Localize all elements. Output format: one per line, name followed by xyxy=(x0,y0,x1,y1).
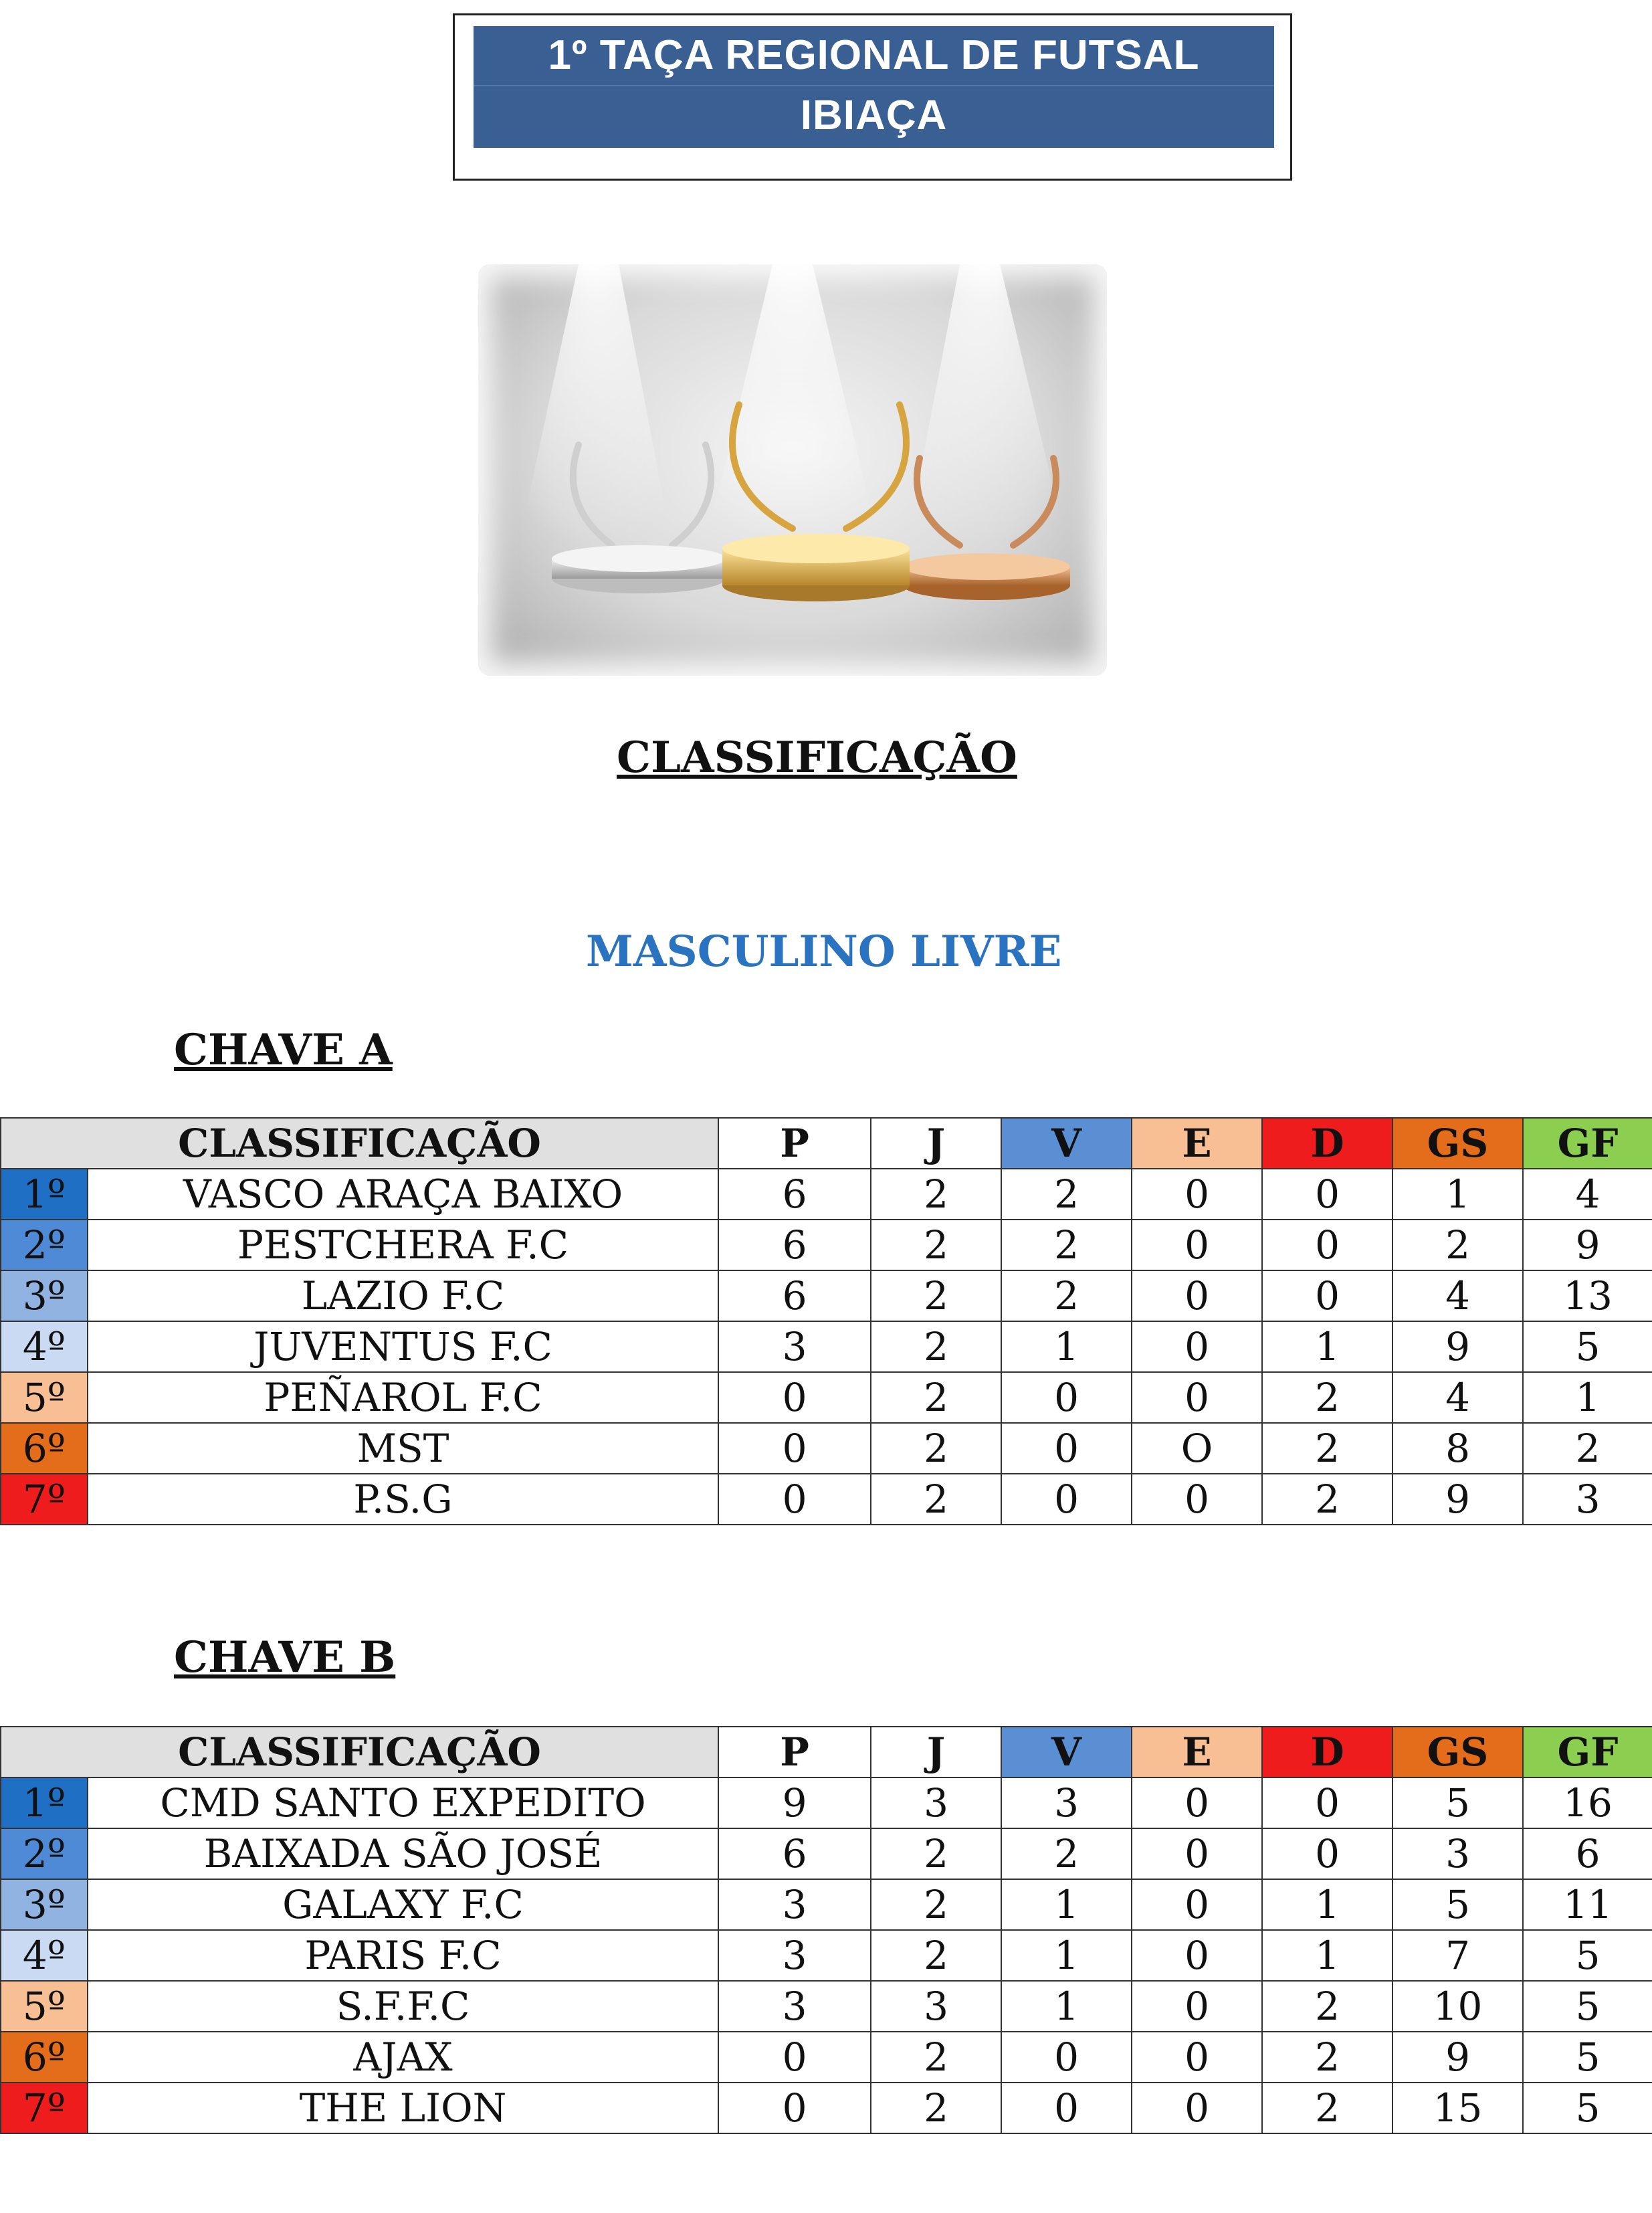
j-cell: 3 xyxy=(871,1981,1001,2032)
gf-cell: 9 xyxy=(1523,1220,1652,1270)
chave-b-heading: CHAVE B xyxy=(174,1632,396,1682)
gs-cell: 2 xyxy=(1392,1220,1523,1270)
gf-cell: 11 xyxy=(1523,1879,1652,1930)
table-header-row xyxy=(1,1118,1652,1169)
header-p: P xyxy=(718,1727,871,1777)
p-cell: 3 xyxy=(718,1930,871,1981)
table-row xyxy=(1,1220,1652,1270)
p-cell: 3 xyxy=(718,1879,871,1930)
position-cell: 2º xyxy=(1,1220,88,1270)
e-cell: 0 xyxy=(1132,1220,1262,1270)
e-cell: 0 xyxy=(1132,2083,1262,2133)
gs-cell: 4 xyxy=(1392,1372,1523,1423)
v-cell: 1 xyxy=(1001,1930,1132,1981)
v-cell: 1 xyxy=(1001,1321,1132,1372)
j-cell: 2 xyxy=(871,1169,1001,1220)
p-cell: 0 xyxy=(718,2032,871,2083)
table-row xyxy=(1,2032,1652,2083)
table-row xyxy=(1,1474,1652,1525)
gs-cell: 4 xyxy=(1392,1270,1523,1321)
p-cell: 6 xyxy=(718,1169,871,1220)
e-cell: 0 xyxy=(1132,2032,1262,2083)
position-cell: 1º xyxy=(1,1777,88,1828)
header-v: V xyxy=(1001,1727,1132,1777)
team-name-cell: S.F.F.C xyxy=(88,1981,718,2032)
table-row xyxy=(1,1879,1652,1930)
position-cell: 1º xyxy=(1,1169,88,1220)
gf-cell: 13 xyxy=(1523,1270,1652,1321)
v-cell: 0 xyxy=(1001,1423,1132,1474)
chave-a-standings-table xyxy=(0,1117,1652,1525)
header-j: J xyxy=(871,1727,1001,1777)
header-banner xyxy=(474,26,1274,148)
gs-cell: 9 xyxy=(1392,1474,1523,1525)
header-p: P xyxy=(718,1118,871,1169)
d-cell: 2 xyxy=(1262,1981,1392,2032)
gf-cell: 3 xyxy=(1523,1474,1652,1525)
banner-title-line2: IBIAÇA xyxy=(800,92,948,138)
position-cell: 3º xyxy=(1,1270,88,1321)
d-cell: 0 xyxy=(1262,1169,1392,1220)
j-cell: 2 xyxy=(871,2032,1001,2083)
j-cell: 2 xyxy=(871,1930,1001,1981)
gf-cell: 16 xyxy=(1523,1777,1652,1828)
e-cell: 0 xyxy=(1132,1270,1262,1321)
j-cell: 2 xyxy=(871,1474,1001,1525)
header-v: V xyxy=(1001,1118,1132,1169)
gs-cell: 5 xyxy=(1392,1777,1523,1828)
table-row xyxy=(1,1930,1652,1981)
team-name-cell: P.S.G xyxy=(88,1474,718,1525)
category-heading: MASCULINO LIVRE xyxy=(586,927,1062,977)
p-cell: 6 xyxy=(718,1270,871,1321)
header-gs: GS xyxy=(1392,1118,1523,1169)
e-cell: 0 xyxy=(1132,1879,1262,1930)
header-classificacao: CLASSIFICAÇÃO xyxy=(1,1118,718,1169)
gs-cell: 9 xyxy=(1392,2032,1523,2083)
d-cell: 1 xyxy=(1262,1930,1392,1981)
team-name-cell: PEÑAROL F.C xyxy=(88,1372,718,1423)
gf-cell: 5 xyxy=(1523,1321,1652,1372)
gf-cell: 1 xyxy=(1523,1372,1652,1423)
banner-title-line1: 1º TAÇA REGIONAL DE FUTSAL xyxy=(474,26,1274,86)
e-cell: 0 xyxy=(1132,1321,1262,1372)
table-row xyxy=(1,1169,1652,1220)
table-row xyxy=(1,1828,1652,1879)
position-cell: 7º xyxy=(1,2083,88,2133)
gf-cell: 5 xyxy=(1523,2083,1652,2133)
team-name-cell: AJAX xyxy=(88,2032,718,2083)
d-cell: 0 xyxy=(1262,1220,1392,1270)
j-cell: 2 xyxy=(871,1423,1001,1474)
d-cell: 2 xyxy=(1262,1474,1392,1525)
gf-cell: 6 xyxy=(1523,1828,1652,1879)
gf-cell: 2 xyxy=(1523,1423,1652,1474)
v-cell: 2 xyxy=(1001,1270,1132,1321)
d-cell: 2 xyxy=(1262,2083,1392,2133)
j-cell: 2 xyxy=(871,1270,1001,1321)
p-cell: 6 xyxy=(718,1828,871,1879)
gs-cell: 8 xyxy=(1392,1423,1523,1474)
header-e: E xyxy=(1132,1727,1262,1777)
d-cell: 0 xyxy=(1262,1828,1392,1879)
e-cell: 0 xyxy=(1132,1981,1262,2032)
team-name-cell: LAZIO F.C xyxy=(88,1270,718,1321)
team-name-cell: THE LION xyxy=(88,2083,718,2133)
v-cell: 2 xyxy=(1001,1220,1132,1270)
position-cell: 4º xyxy=(1,1321,88,1372)
chave-a-heading: CHAVE A xyxy=(174,1025,393,1075)
header-banner-frame xyxy=(453,13,1292,181)
table-row xyxy=(1,1777,1652,1828)
position-cell: 5º xyxy=(1,1372,88,1423)
v-cell: 0 xyxy=(1001,1474,1132,1525)
table-row xyxy=(1,1981,1652,2032)
gs-cell: 7 xyxy=(1392,1930,1523,1981)
table-row xyxy=(1,2083,1652,2133)
d-cell: 2 xyxy=(1262,1372,1392,1423)
v-cell: 3 xyxy=(1001,1777,1132,1828)
e-cell: 0 xyxy=(1132,1777,1262,1828)
j-cell: 2 xyxy=(871,2083,1001,2133)
header-d: D xyxy=(1262,1118,1392,1169)
p-cell: 3 xyxy=(718,1981,871,2032)
table-row xyxy=(1,1423,1652,1474)
team-name-cell: MST xyxy=(88,1423,718,1474)
header-gs: GS xyxy=(1392,1727,1523,1777)
v-cell: 2 xyxy=(1001,1828,1132,1879)
e-cell: 0 xyxy=(1132,1828,1262,1879)
d-cell: 0 xyxy=(1262,1777,1392,1828)
j-cell: 2 xyxy=(871,1321,1001,1372)
position-cell: 6º xyxy=(1,1423,88,1474)
position-cell: 6º xyxy=(1,2032,88,2083)
position-cell: 5º xyxy=(1,1981,88,2032)
header-j: J xyxy=(871,1118,1001,1169)
position-cell: 7º xyxy=(1,1474,88,1525)
j-cell: 2 xyxy=(871,1372,1001,1423)
j-cell: 3 xyxy=(871,1777,1001,1828)
header-d: D xyxy=(1262,1727,1392,1777)
gs-cell: 1 xyxy=(1392,1169,1523,1220)
p-cell: 6 xyxy=(718,1220,871,1270)
chave-b-standings-table xyxy=(0,1726,1652,2134)
gf-cell: 5 xyxy=(1523,1930,1652,1981)
header-gf: GF xyxy=(1523,1118,1652,1169)
e-cell: 0 xyxy=(1132,1372,1262,1423)
header-classificacao: CLASSIFICAÇÃO xyxy=(1,1727,718,1777)
position-cell: 4º xyxy=(1,1930,88,1981)
p-cell: 0 xyxy=(718,1474,871,1525)
classificacao-heading: CLASSIFICAÇÃO xyxy=(617,733,1017,783)
v-cell: 0 xyxy=(1001,1372,1132,1423)
e-cell: 0 xyxy=(1132,1930,1262,1981)
table-row xyxy=(1,1372,1652,1423)
e-cell: 0 xyxy=(1132,1474,1262,1525)
table-row xyxy=(1,1270,1652,1321)
e-cell: 0 xyxy=(1132,1169,1262,1220)
team-name-cell: JUVENTUS F.C xyxy=(88,1321,718,1372)
header-gf: GF xyxy=(1523,1727,1652,1777)
position-cell: 3º xyxy=(1,1879,88,1930)
team-name-cell: CMD SANTO EXPEDITO xyxy=(88,1777,718,1828)
j-cell: 2 xyxy=(871,1828,1001,1879)
d-cell: 0 xyxy=(1262,1270,1392,1321)
p-cell: 0 xyxy=(718,2083,871,2133)
v-cell: 0 xyxy=(1001,2032,1132,2083)
p-cell: 0 xyxy=(718,1423,871,1474)
team-name-cell: PESTCHERA F.C xyxy=(88,1220,718,1270)
header-e: E xyxy=(1132,1118,1262,1169)
position-cell: 2º xyxy=(1,1828,88,1879)
v-cell: 1 xyxy=(1001,1879,1132,1930)
gs-cell: 15 xyxy=(1392,2083,1523,2133)
d-cell: 2 xyxy=(1262,1423,1392,1474)
v-cell: 1 xyxy=(1001,1981,1132,2032)
gs-cell: 9 xyxy=(1392,1321,1523,1372)
gf-cell: 5 xyxy=(1523,1981,1652,2032)
p-cell: 9 xyxy=(718,1777,871,1828)
table-header-row xyxy=(1,1727,1652,1777)
j-cell: 2 xyxy=(871,1220,1001,1270)
p-cell: 0 xyxy=(718,1372,871,1423)
gf-cell: 5 xyxy=(1523,2032,1652,2083)
d-cell: 1 xyxy=(1262,1321,1392,1372)
v-cell: 0 xyxy=(1001,2083,1132,2133)
p-cell: 3 xyxy=(718,1321,871,1372)
team-name-cell: VASCO ARAÇA BAIXO xyxy=(88,1169,718,1220)
d-cell: 2 xyxy=(1262,2032,1392,2083)
podium-laurel-illustration xyxy=(478,264,1107,676)
j-cell: 2 xyxy=(871,1879,1001,1930)
gs-cell: 10 xyxy=(1392,1981,1523,2032)
gs-cell: 5 xyxy=(1392,1879,1523,1930)
gf-cell: 4 xyxy=(1523,1169,1652,1220)
team-name-cell: GALAXY F.C xyxy=(88,1879,718,1930)
e-cell: O xyxy=(1132,1423,1262,1474)
v-cell: 2 xyxy=(1001,1169,1132,1220)
gs-cell: 3 xyxy=(1392,1828,1523,1879)
d-cell: 1 xyxy=(1262,1879,1392,1930)
team-name-cell: PARIS F.C xyxy=(88,1930,718,1981)
table-row xyxy=(1,1321,1652,1372)
team-name-cell: BAIXADA SÃO JOSÉ xyxy=(88,1828,718,1879)
